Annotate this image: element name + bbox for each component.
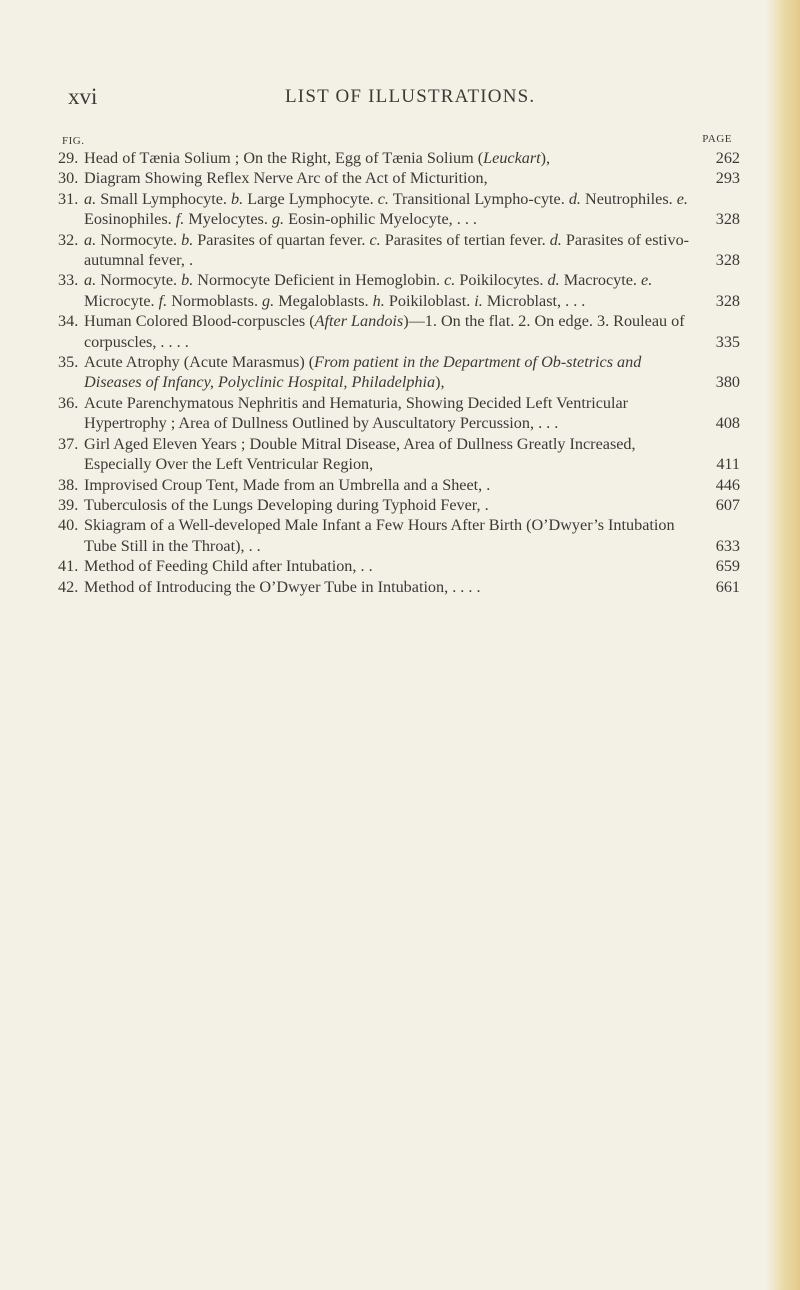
caption-italic-text: d. [568,189,581,208]
caption-text: Normocyte Deficient in Hemoglobin. [193,271,445,290]
caption-italic-text: b. [181,271,194,290]
caption-italic-text: b. [231,189,244,208]
caption-text: Parasites of quartan fever. [193,230,370,249]
list-item [58,311,748,352]
caption-italic-text: a. [84,230,97,249]
figure-caption [84,393,748,434]
list-item [58,556,748,576]
caption-text: Eosinophiles. [84,210,176,229]
caption-text: Macrocyte. [559,271,642,290]
caption-text: Normocyte. [96,271,182,290]
figure-caption [84,230,748,271]
caption-italic-text: f. [158,291,168,310]
page-reference: 659 [715,557,740,576]
caption-italic-text: After Landois [314,312,404,331]
figure-caption [84,475,748,495]
figure-caption [84,556,748,576]
caption-italic-text: g. [262,291,275,310]
page-column-label: PAGE [702,133,732,145]
page-reference: 411 [716,455,740,474]
caption-text: ), [540,149,551,167]
caption-text: Method of Feeding Child after Intubation, . . [84,557,373,576]
caption-text: Parasites of estivo-autumnal fever, . [84,230,690,270]
list-item [58,168,748,188]
illustration-list [58,148,748,597]
figure-caption [84,495,748,515]
page-reference: 607 [715,495,740,514]
caption-italic-text: d. [549,230,562,249]
page-reference: 328 [715,251,740,270]
caption-text: Eosin-ophilic Myelocyte, . . . [284,210,477,229]
figure-caption [84,148,748,168]
caption-text: Normocyte. [96,230,182,249]
caption-italic-text: i. [474,291,483,310]
caption-text: Acute Atrophy (Acute Marasmus) ( [84,353,315,372]
caption-text: Neutrophiles. [580,189,677,208]
list-item [58,189,748,230]
caption-italic-text: g. [271,210,285,229]
figure-caption [84,577,748,597]
list-item [58,475,748,495]
list-item [58,434,748,475]
page-reference: 328 [715,291,740,310]
figure-number: 32. [58,230,79,249]
caption-text: )—1. On the flat. 2. On edge. 3. Rouleau of corpuscles, . . . . [84,312,685,351]
list-item [58,148,748,168]
page-reference: 335 [715,332,740,351]
figure-number: 31. [58,189,79,208]
figure-number: 41. [58,557,79,576]
figure-number: 37. [58,434,79,453]
caption-italic-text: c. [369,230,381,249]
caption-text: ), [435,373,445,392]
figure-number: 33. [58,271,79,290]
caption-italic-text: e. [676,189,688,208]
caption-italic-text: d. [547,271,560,290]
caption-italic-text: Leuckart [483,149,541,167]
list-item [58,577,748,597]
caption-text: Human Colored Blood-corpuscles ( [84,312,315,331]
figure-number: 39. [58,495,79,514]
caption-text: Small Lymphocyte. [96,189,232,208]
figure-caption [84,515,748,556]
column-headers [62,133,742,147]
list-item [58,270,748,311]
caption-text: Girl Aged Eleven Years ; Double Mitral Disease, Area of Dullness Greatly Increased, Especially Over the Left Ventricular Region, [84,434,636,474]
caption-italic-text: h. [372,291,385,310]
fig-column-label: FIG. [62,135,85,147]
caption-text: Acute Parenchymatous Nephritis and Hematuria, Showing Decided Left Ventricular Hypertrophy ; Area of Dullness Outlined by Auscultatory Percussion, . . . [84,393,629,433]
caption-italic-text: a. [84,271,97,290]
figure-number: 29. [58,149,79,167]
figure-number: 38. [58,475,79,494]
page-reference: 446 [715,475,740,494]
page-edge-stain [766,0,800,1290]
caption-text: Myelocytes. [184,210,272,229]
caption-text: Head of Tænia Solium ; On the Right, Egg of Tænia Solium ( [84,149,484,167]
list-item [58,230,748,271]
caption-text: Method of Introducing the O’Dwyer Tube in Intubation, . . . . [84,577,481,596]
caption-text: Poikiloblast. [384,291,475,310]
page-reference: 633 [715,536,740,555]
page-header [68,84,728,110]
figure-number: 36. [58,393,79,412]
caption-text: Poikilocytes. [455,271,548,290]
caption-italic-text: b. [181,230,194,249]
list-item [58,495,748,515]
caption-text: Microcyte. [84,291,159,310]
page-reference: 661 [715,577,740,596]
page-reference: 293 [715,169,740,188]
caption-italic-text: c. [377,189,389,208]
caption-text: Large Lymphocyte. [243,189,378,208]
page-reference: 328 [715,210,740,229]
caption-text: Transitional Lympho-cyte. [388,189,569,208]
caption-text: Skiagram of a Well-developed Male Infant a Few Hours After Birth (O’Dwyer’s Intubation Tube Still in the Throat), . . [84,516,675,555]
list-item [58,515,748,556]
caption-italic-text: e. [641,271,653,290]
figure-caption [84,352,748,393]
figure-number: 34. [58,312,79,331]
caption-text: Normoblasts. [167,291,263,310]
figure-number: 30. [58,169,79,188]
list-item [58,393,748,434]
caption-text: Tuberculosis of the Lungs Developing during Typhoid Fever, . [84,495,489,514]
caption-text: Megaloblasts. [274,291,373,310]
caption-italic-text: From patient in the Department of Ob-stetrics and Diseases of Infancy, Polyclinic Hospital, Philadelphia [84,353,642,392]
caption-italic-text: c. [444,271,456,290]
figure-caption [84,270,748,311]
figure-number: 35. [58,353,79,372]
figure-caption [84,311,748,352]
page-title: LIST OF ILLUSTRATIONS. [285,86,536,107]
caption-text: Parasites of tertian fever. [380,230,550,249]
figure-caption [84,168,748,188]
caption-text: Microblast, . . . [482,291,586,310]
page-reference: 380 [715,373,740,392]
page-reference: 262 [715,149,740,167]
caption-italic-text: a. [84,189,97,208]
caption-italic-text: f. [175,210,185,229]
list-item [58,352,748,393]
caption-text: Improvised Croup Tent, Made from an Umbrella and a Sheet, . [84,475,491,494]
page-reference: 408 [715,414,740,433]
figure-number: 42. [58,577,79,596]
caption-text: Diagram Showing Reflex Nerve Arc of the Act of Micturition, [84,169,488,188]
figure-caption [84,189,748,230]
figure-number: 40. [58,516,79,535]
page-number: xvi [68,84,98,109]
figure-caption [84,434,748,475]
